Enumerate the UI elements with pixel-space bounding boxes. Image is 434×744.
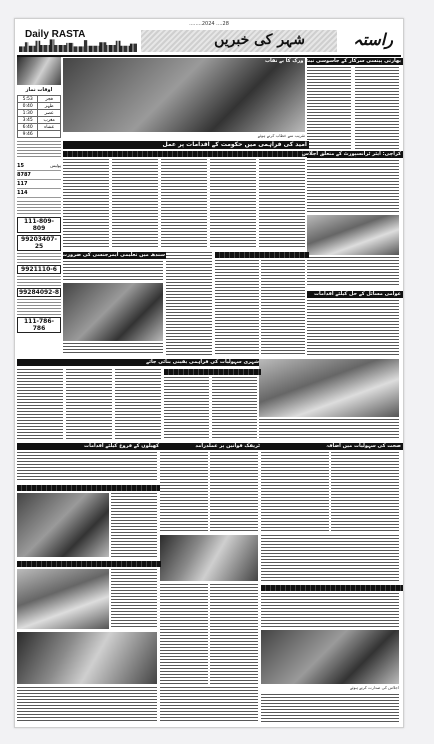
prayer-row: 1:30 عصر xyxy=(18,110,61,117)
sidebar-text xyxy=(17,276,61,286)
skyline-graphic xyxy=(19,38,137,52)
section-banner xyxy=(141,30,339,52)
brand-title: Daily RASTA xyxy=(25,29,86,40)
article-text xyxy=(331,452,399,532)
phone-box: 99203407-25 xyxy=(17,235,61,251)
article-text xyxy=(112,159,158,249)
section-title: شہر کی خبریں xyxy=(214,32,305,48)
article-text xyxy=(63,261,163,281)
emergency-row: 114 xyxy=(17,189,61,198)
article-text xyxy=(66,369,112,439)
headline: ٹریفک قوانین پر عملدرآمد xyxy=(160,443,262,450)
headline: شہری سہولیات کی فراہمی یقینی بنائی جائے xyxy=(17,359,261,366)
lead-photo xyxy=(63,58,305,132)
phone-box: 99284092-8 xyxy=(18,289,60,296)
article-text xyxy=(111,493,157,557)
prayer-row: 6:40 عشاء xyxy=(18,124,61,131)
main-headline: امید کی فراہمی میں حکومت کے اقدامات پر عمل xyxy=(63,141,309,149)
article-text xyxy=(210,159,256,249)
article-text xyxy=(17,452,157,482)
article-text xyxy=(210,584,258,684)
article-text xyxy=(261,260,305,355)
prayer-row: 3:45 مغرب xyxy=(18,117,61,124)
photo-caption: اجلاس کی صدارت کرتے ہوئے xyxy=(350,685,399,690)
article-text xyxy=(160,584,208,684)
emergency-row: 117 xyxy=(17,180,61,189)
sidebar-text xyxy=(17,201,61,215)
sidebar-text xyxy=(17,299,61,315)
prayer-times-table xyxy=(17,95,61,138)
sidebar-text xyxy=(17,253,61,263)
street-photo xyxy=(307,215,399,255)
prayer-times-title: اوقات نماز xyxy=(25,87,53,93)
headline-bar xyxy=(17,561,161,567)
article-text xyxy=(161,159,207,249)
headline: کھیلوں کے فروغ کیلئے اقدامات xyxy=(17,443,161,450)
article-text xyxy=(307,160,399,212)
logo-text: راستہ xyxy=(353,30,393,49)
article-text xyxy=(111,569,157,629)
emergency-row: 8787 xyxy=(17,171,61,180)
phone-box: 9921110-6 xyxy=(17,265,61,274)
article-text xyxy=(261,535,399,581)
vehicles-photo xyxy=(63,283,163,341)
headline: عوامی مسائل کے حل کیلئے اقدامات xyxy=(307,291,403,298)
article-text xyxy=(17,369,63,439)
info-sidebar xyxy=(17,57,61,377)
article-text xyxy=(307,67,351,149)
mosque-photo xyxy=(17,57,61,85)
date-line: ........2024 ....28 xyxy=(189,21,229,27)
article-text xyxy=(63,159,109,249)
article-text xyxy=(160,452,208,532)
phone-box: 111-809-809 xyxy=(17,217,61,233)
article-text xyxy=(355,67,399,149)
headline-bar xyxy=(17,485,161,491)
headline: صحت کی سہولیات میں اضافہ xyxy=(261,443,403,450)
article-text xyxy=(307,300,399,355)
headline-bar xyxy=(215,252,309,258)
sidebar-text xyxy=(17,141,61,159)
headline: بھارتی پینسی سرکار کے جاسوسی نیٹ ورک کا بے نقاب xyxy=(265,58,401,64)
headline: کراچی: ایئر ٹرانسپورٹ کے متعلق اجلاس xyxy=(302,151,401,157)
article-text xyxy=(261,452,329,532)
article-text xyxy=(160,687,258,723)
emergency-row: 15 پولیس xyxy=(17,163,61,169)
article-text xyxy=(212,377,257,439)
article-text xyxy=(215,260,259,355)
article-text xyxy=(259,419,399,439)
officials-photo xyxy=(261,630,399,684)
lead-caption: تقریب سے خطاب کرتے ہوئے xyxy=(257,133,305,138)
article-text xyxy=(210,452,258,532)
sports-photo xyxy=(17,493,109,557)
article-text xyxy=(259,159,305,249)
article-text xyxy=(63,343,163,355)
headline: سندھ میں تعلیمی ایمرجنسی کی ضرورت xyxy=(62,252,165,258)
article-text xyxy=(166,252,212,355)
article-text xyxy=(115,369,161,439)
article-text xyxy=(261,593,399,627)
prayer-row: 0:40 ظہر xyxy=(18,103,61,110)
prayer-row: 9:46 xyxy=(18,131,61,138)
masthead xyxy=(17,29,401,57)
emergency-numbers xyxy=(17,162,61,198)
event-photo xyxy=(259,359,399,417)
headline-bar xyxy=(261,585,403,591)
article-text xyxy=(164,377,209,439)
article-text xyxy=(17,687,157,723)
phone-box: 111-786-786 xyxy=(17,317,61,333)
prayer-row: 5:53 فجر xyxy=(18,96,61,103)
headline-bar xyxy=(164,369,261,375)
article-text xyxy=(307,257,399,287)
newspaper-page xyxy=(14,18,404,728)
rasta-logo xyxy=(337,29,399,53)
sub-headline-bar xyxy=(63,151,309,157)
delegation-photo xyxy=(17,632,157,684)
brand-box xyxy=(17,29,139,53)
article-text xyxy=(261,694,399,723)
meeting-photo xyxy=(160,535,258,581)
group-photo xyxy=(17,569,109,629)
